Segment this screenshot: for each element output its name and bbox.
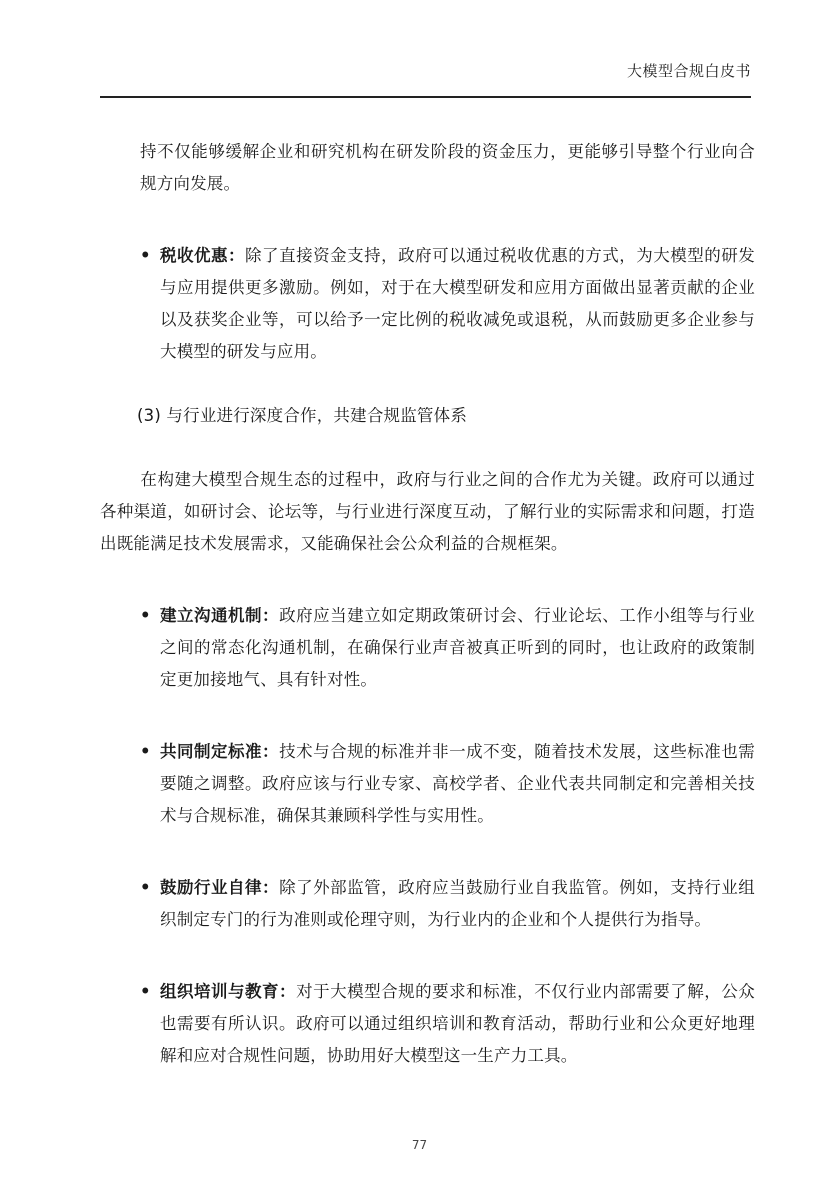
bullet-text: 对于大模型合规的要求和标准，不仅行业内部需要了解，公众也需要有所认识。政府可以通过组织培训和教育活动，帮助行业和公众更好地理解和应对合规性问题，协助用好大模型这一生产力工具。: [160, 982, 755, 1065]
bullet-communication-mechanism: [140, 600, 755, 696]
bullet-term: 组织培训与教育：: [160, 982, 297, 1001]
page-number: 77: [411, 1138, 428, 1152]
bullet-term: 鼓励行业自律：: [160, 878, 280, 897]
bullet-training-education: [140, 976, 755, 1072]
bullet-term: 建立沟通机制：: [160, 606, 280, 625]
bullet-marker: •: [140, 982, 151, 1001]
bullet-marker: •: [140, 878, 151, 897]
bullet-text: 除了外部监管，政府应当鼓励行业自我监管。例如，支持行业组织制定专门的行为准则或伦理守则，为行业内的企业和个人提供行为指导。: [160, 878, 755, 929]
bullet-marker: •: [140, 246, 151, 265]
header-divider: [100, 96, 751, 98]
bullet-term: 共同制定标准：: [160, 742, 280, 761]
bullet-text: 除了直接资金支持，政府可以通过税收优惠的方式，为大模型的研发与应用提供更多激励。例如，对于在大模型研发和应用方面做出显著贡献的企业以及获奖企业等，可以给予一定比例的税收减免或退税，从而鼓励更多企业参与大模型的研发与应用。: [160, 246, 756, 361]
page-body: [100, 136, 756, 1072]
bullet-marker: •: [140, 742, 151, 761]
bullet-text: 政府应当建立如定期政策研讨会、行业论坛、工作小组等与行业之间的常态化沟通机制，在确保行业声音被真正听到的同时，也让政府的政策制定更加接地气、具有针对性。: [160, 606, 755, 689]
bullet-text: 技术与合规的标准并非一成不变，随着技术发展，这些标准也需要随之调整。政府应该与行业专家、高校学者、企业代表共同制定和完善相关技术与合规标准，确保其兼顾科学性与实用性。: [160, 742, 755, 825]
intro-text: 在构建大模型合规生态的过程中，政府与行业之间的合作尤为关键。政府可以通过各种渠道，如研讨会、论坛等，与行业进行深度互动，了解行业的实际需求和问题，打造出既能满足技术发展需求，又能确保社会公众利益的合规框架。: [100, 470, 755, 553]
bullet-tax-incentives: [140, 240, 755, 368]
bullet-marker: •: [140, 606, 151, 625]
section-heading: (3) 与行业进行深度合作，共建合规监管体系: [137, 406, 468, 425]
bullet-industry-self-regulation: [140, 872, 755, 936]
intro-paragraph: [100, 464, 755, 560]
bullet-term: 税收优惠：: [160, 246, 246, 265]
continuation-paragraph: 持不仅能够缓解企业和研究机构在研发阶段的资金压力，更能够引导整个行业向合规方向发展。: [140, 142, 755, 193]
bullet-joint-standards: [140, 736, 755, 832]
running-header-title: 大模型合规白皮书: [626, 62, 751, 80]
